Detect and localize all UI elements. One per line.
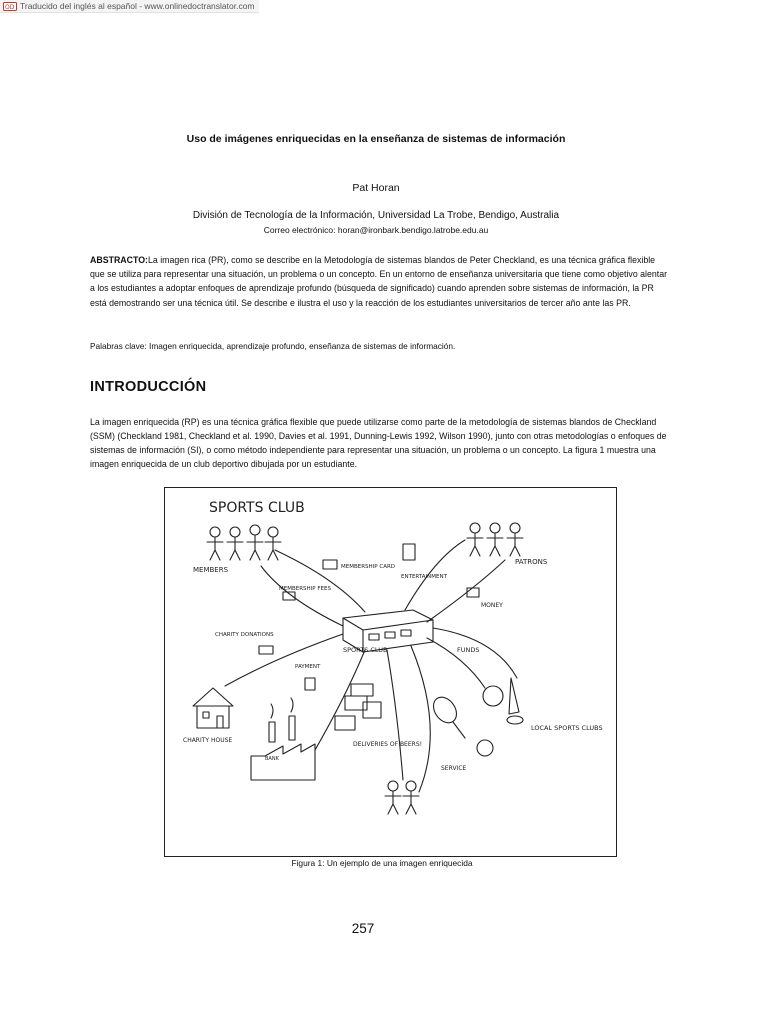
- figure-label-money: MONEY: [481, 602, 503, 609]
- figure-label-charity-donations: CHARITY DONATIONS: [215, 632, 274, 638]
- paper-author: Pat Horan: [352, 182, 400, 194]
- page-number: 257: [351, 921, 375, 936]
- figure-label-sports-club: SPORTS CLUB: [343, 646, 388, 654]
- figure-label-payment: PAYMENT: [295, 664, 321, 670]
- figure-label-entertainment: ENTERTAINMENT: [401, 574, 447, 580]
- figure-label-title: SPORTS CLUB: [209, 500, 305, 516]
- entertainment-icon: [403, 544, 415, 560]
- svg-text:OD: OD: [5, 3, 15, 11]
- paper-email: Correo electrónico: horan@ironbark.bendigo.latrobe.edu.au: [263, 225, 489, 235]
- figure-label-patrons: PATRONS: [515, 558, 548, 566]
- patrons-figures: [467, 523, 523, 556]
- intro-paragraph: La imagen enriquecida (RP) es una técnica gráfica flexible que puede utilizarse como parte de la metodología de sistemas blandos de Checkland (SSM) (Checkland 1981, Checkland et al. 1990, Davies et al. 1991, Dunning-Lewis 1992, Wilson 1990), junto con otras metodologías o enfoques de sistemas de información (SI), o como método independiente para representar una situación, un problema o un concepto. La figura 1 muestra una imagen enriquecida de un club deportivo dibujada por un estudiante.: [90, 417, 667, 469]
- members-figures: [207, 525, 281, 560]
- figure-label-local-sports-clubs: LOCAL SPORTS CLUBS: [531, 724, 603, 732]
- figure-caption: Figura 1: Un ejemplo de una imagen enriquecida: [291, 858, 473, 868]
- figure-label-membership-card: MEMBERSHIP CARD: [341, 564, 396, 570]
- section-heading: INTRODUCCIÓN: [90, 379, 207, 395]
- figure-label-bank: BANK: [265, 756, 279, 762]
- paper-affiliation: División de Tecnología de la Información, Universidad La Trobe, Bendigo, Australia: [192, 210, 560, 221]
- figure-label-funds: FUNDS: [457, 646, 480, 654]
- figure-label-charity-house: CHARITY HOUSE: [183, 737, 233, 744]
- charity-house-icon: [193, 688, 233, 728]
- figure-label-deliveries-of-beers: DELIVERIES OF BEERS!: [353, 741, 423, 748]
- translator-banner[interactable]: [0, 0, 259, 13]
- membership-card-icon: [323, 560, 337, 569]
- keywords: Palabras clave: Imagen enriquecida, aprendizaje profundo, enseñanza de sistemas de información.: [90, 341, 456, 351]
- payment-icon: [305, 678, 315, 690]
- paper-title: Uso de imágenes enriquecidas en la enseñanza de sistemas de información: [186, 133, 566, 145]
- donation-icon: [259, 646, 273, 654]
- bank-building-icon: [251, 698, 315, 780]
- banner-text[interactable]: Traducido del inglés al español - www.onlinedoctranslator.com: [20, 1, 255, 11]
- sports-equipment-icons: [429, 678, 523, 756]
- abstract-label: ABSTRACTO:: [90, 255, 148, 265]
- beer-crates-icon: [335, 684, 381, 730]
- rich-picture-drawing: [165, 488, 616, 856]
- rich-picture-figure: [164, 487, 617, 857]
- abstract-text: La imagen rica (PR), como se describe en la Metodología de sistemas blandos de Peter Checkland, es una técnica gráfica flexible que se utiliza para representar una situación, un problema o un concepto. En un entorno de enseñanza universitaria que tiene como objetivo alentar a los estudiantes a adoptar enfoques de aprendizaje profundo (búsqueda de significado) cuando aprenden sobre sistemas de información, la PR está demostrando ser una técnica útil. Se describe e ilustra el uso y la reacción de los estudiantes universitarios de tercer año ante las PR.: [90, 255, 668, 308]
- money-icon: [467, 588, 479, 597]
- translator-logo-icon: [3, 2, 17, 11]
- abstract-paragraph: [90, 253, 672, 310]
- figure-label-membership-fees: MEMBERSHIP FEES: [279, 586, 331, 592]
- figure-label-service: SERVICE: [441, 765, 467, 772]
- figure-label-members: MEMBERS: [193, 566, 229, 574]
- service-figures: [385, 781, 419, 814]
